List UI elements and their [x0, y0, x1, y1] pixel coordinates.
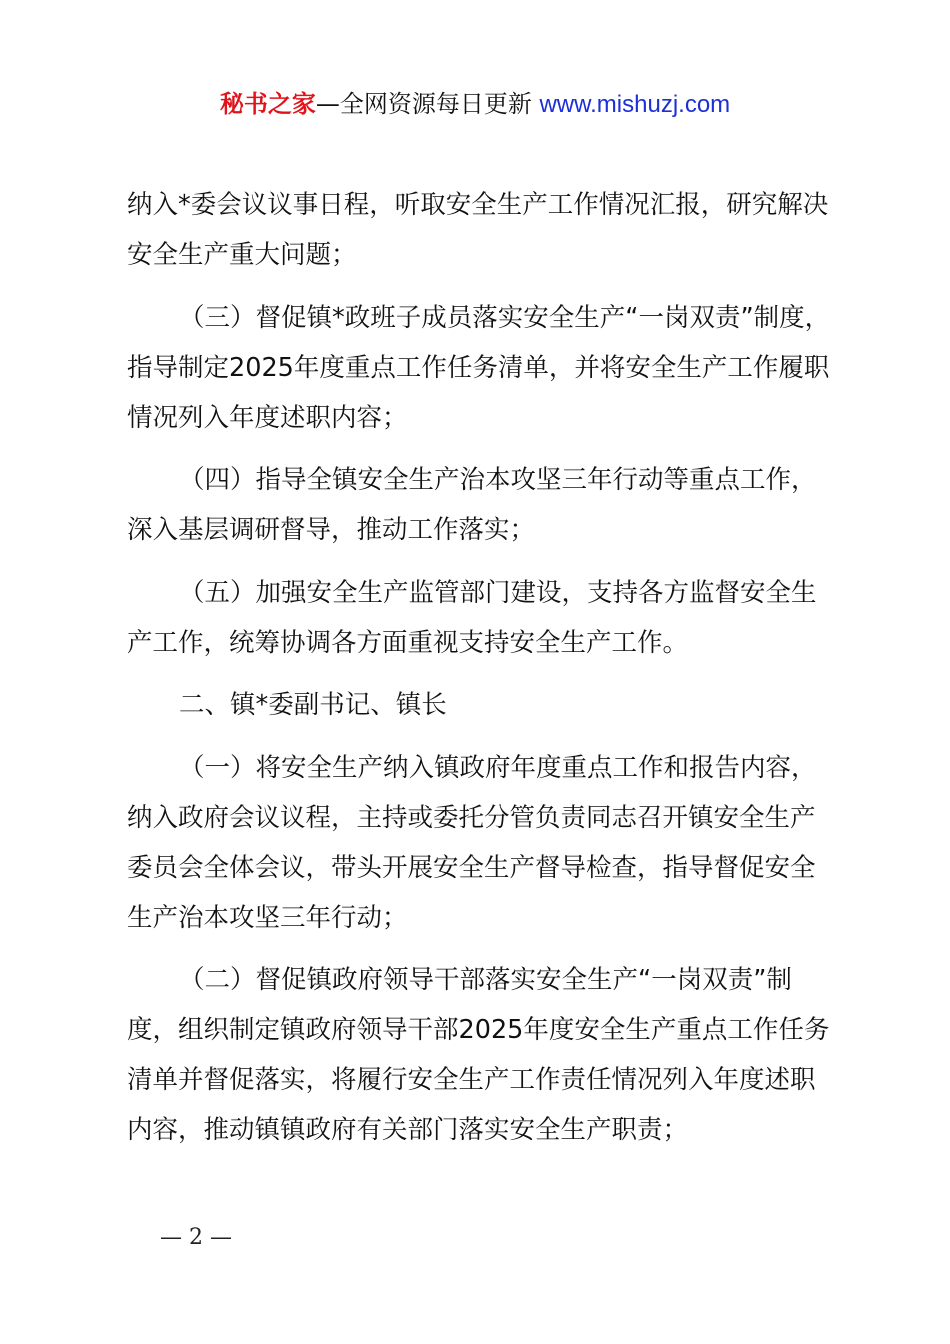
text-line: 度，组织制定镇政府领导干部2025年度安全生产重点工作任务 [127, 1015, 830, 1045]
text-line: 内容，推动镇镇政府有关部门落实安全生产职责； [127, 1115, 689, 1145]
text-line: 安全生产重大问题； [127, 240, 357, 270]
text-line: （二）督促镇政府领导干部落实安全生产“一岗双责”制 [179, 965, 792, 995]
text-line: （三）督促镇*政班子成员落实安全生产“一岗双责”制度， [179, 302, 831, 333]
document-body [127, 180, 839, 1168]
text-line: （五）加强安全生产监管部门建设，支持各方监督安全生 [179, 577, 817, 608]
page-number: — 2 — [160, 1225, 232, 1250]
paragraph [127, 180, 839, 280]
text-line: 深入基层调研督导，推动工作落实； [127, 515, 536, 545]
text-line: 纳入政府会议议程，主持或委托分管负责同志召开镇安全生产 [127, 802, 816, 833]
text-line: 委员会全体会议，带头开展安全生产督导检查，指导督促安全 [127, 852, 816, 883]
text-line: 指导制定2025年度重点工作任务清单，并将安全生产工作履职 [127, 352, 830, 383]
text-line: 情况列入年度述职内容； [127, 402, 408, 433]
paragraph [127, 293, 839, 443]
paragraph [127, 455, 839, 555]
paragraph [127, 743, 839, 943]
paragraph [127, 680, 839, 730]
text-line: 二、镇*委副书记、镇长 [179, 690, 447, 720]
brand-name: 秘书之家 [219, 90, 316, 118]
text-line: 纳入*委会议议事日程，听取安全生产工作情况汇报，研究解决 [127, 190, 829, 220]
paragraph [127, 955, 839, 1155]
text-line: （一）将安全生产纳入镇政府年度重点工作和报告内容， [179, 752, 817, 783]
site-url-link[interactable]: www.mishuzj.com [539, 91, 731, 118]
header-tagline: —全网资源每日更新 [315, 90, 540, 118]
site-header [0, 86, 950, 123]
text-line: 生产治本攻坚三年行动； [127, 902, 408, 933]
text-line: 产工作，统筹协调各方面重视支持安全生产工作。 [127, 627, 689, 658]
text-line: 清单并督促落实，将履行安全生产工作责任情况列入年度述职 [127, 1065, 816, 1095]
text-line: （四）指导全镇安全生产治本攻坚三年行动等重点工作， [179, 465, 817, 495]
paragraph [127, 568, 839, 668]
